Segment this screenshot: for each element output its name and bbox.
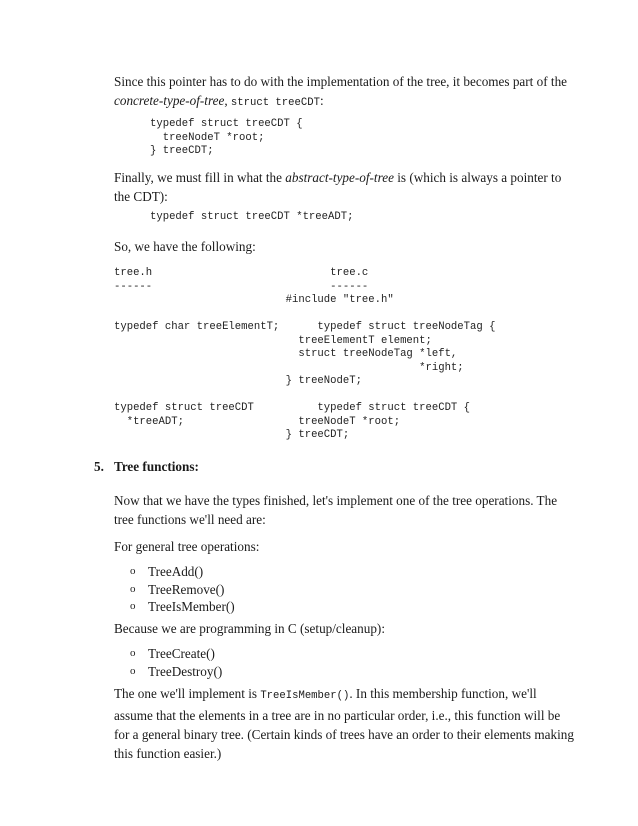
section-number: 5. <box>94 459 104 474</box>
emphasis-abstract-type: abstract-type-of-tree <box>285 170 394 185</box>
list-item-text: TreeIsMember() <box>148 599 235 614</box>
list-item <box>130 645 222 663</box>
paragraph-implementation <box>114 684 574 763</box>
code-block-treeadt: typedef struct treeCDT *treeADT; <box>150 211 354 223</box>
paragraph-text: Finally, we must fill in what the <box>114 170 286 185</box>
separator: , <box>224 93 231 108</box>
code-block-files: tree.h tree.c ------ ------ #include "tree.h" typedef char treeElementT; typedef struct treeNodeTag { treeElementT element; struct treeNodeTag *left, *right; } treeNodeT; typedef struct treeCDT typedef struct treeCDT { *treeADT; treeNodeT *root; } treeCDT; <box>114 267 496 441</box>
bullet-icon: o <box>130 647 136 659</box>
section-title: Tree functions: <box>114 459 199 474</box>
paragraph-abstract-type <box>114 168 574 206</box>
paragraph-general-operations: For general tree operations: <box>114 539 260 554</box>
list-item <box>130 563 235 581</box>
section-heading <box>94 459 199 475</box>
bullet-icon: o <box>130 565 136 577</box>
bullet-icon: o <box>130 582 136 595</box>
list-item-text: TreeDestroy() <box>148 663 223 679</box>
list-item-text: TreeRemove() <box>148 581 225 597</box>
code-block-treecdt: typedef struct treeCDT { treeNodeT *root; } treeCDT; <box>150 118 303 157</box>
list-item <box>130 581 235 599</box>
list-item-text: TreeCreate() <box>148 646 215 661</box>
paragraph-text: is (which is always a pointer to the CDT): <box>114 170 562 204</box>
list-item <box>130 598 235 616</box>
list-setup-cleanup <box>130 645 222 680</box>
inline-code: TreeIsMember() <box>260 690 350 702</box>
paragraph-c-setup: Because we are programming in C (setup/cleanup): <box>114 621 385 636</box>
list-item-text: TreeAdd() <box>148 564 204 579</box>
paragraph-text: The one we'll implement is <box>114 686 261 701</box>
paragraph-following: So, we have the following: <box>114 239 256 254</box>
emphasis-concrete-type: concrete-type-of-tree <box>114 93 225 108</box>
paragraph-concrete-type <box>114 72 574 113</box>
inline-code: struct treeCDT <box>230 97 320 109</box>
bullet-icon: o <box>130 600 136 612</box>
paragraph-text: . In this membership function, we'll assume that the elements in a tree are in no particular order, i.e., this function will be for a general binary tree. (Certain kinds of trees have an order to their elements making this function easier.) <box>114 686 574 761</box>
punctuation: : <box>319 93 324 108</box>
list-general-operations <box>130 563 235 616</box>
paragraph-tree-functions: Now that we have the types finished, let's implement one of the tree operations. The tree functions we'll need are: <box>114 493 558 527</box>
bullet-icon: o <box>130 664 136 677</box>
paragraph-text: Since this pointer has to do with the implementation of the tree, it becomes part of the <box>114 74 568 89</box>
list-item <box>130 663 222 681</box>
